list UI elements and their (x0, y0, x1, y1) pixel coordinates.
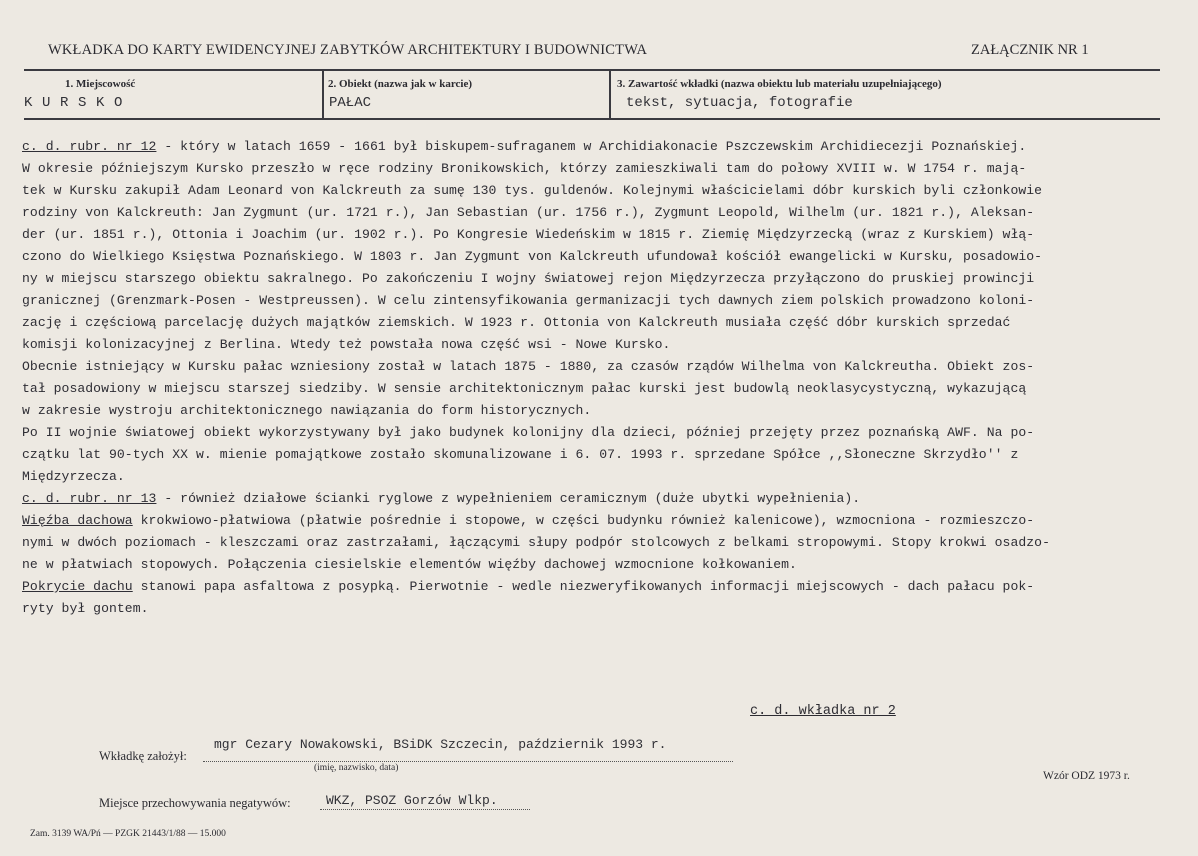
header-bottom-rule (24, 118, 1160, 120)
column-separator (609, 70, 611, 118)
signature-label: Wkładkę założył: (99, 749, 187, 763)
negatives-label: Miejsce przechowywania negatywów: (99, 796, 291, 810)
body-line (22, 136, 1172, 158)
line-text: stanowi papa asfaltowa z posypką. Pierwotnie - wedle niezweryfikowanych informacji miejscowych - dach pałacu pok- (132, 579, 1035, 594)
negatives-value: WKZ, PSOZ Gorzów Wlkp. (326, 793, 498, 808)
body-line (22, 576, 1172, 598)
body-line (22, 158, 1172, 180)
line-text: komisji kolonizacyjnej z Berlina. Wtedy też powstała nowa część wsi - Nowe Kursko. (22, 337, 671, 352)
line-text: czono do Wielkiego Księstwa Poznańskiego. W 1803 r. Jan Zygmunt von Kalckreuth ufundował kościół ewangelicki w Kursku, posadowio- (22, 249, 1043, 264)
line-text: der (ur. 1851 r.), Ottonia i Joachim (ur. 1902 r.). Po Kongresie Wiedeńskim w 1815 r. Ziemię Międzyrzecką (wraz z Kurskiem) włą- (22, 227, 1035, 242)
column-label-locality: 1. Miejscowość (65, 78, 136, 90)
body-line (22, 532, 1172, 554)
section-reference: c. d. rubr. nr 12 (22, 139, 157, 154)
body-line (22, 422, 1172, 444)
form-model: Wzór ODZ 1973 r. (1043, 770, 1130, 782)
section-reference: c. d. rubr. nr 13 (22, 491, 157, 506)
print-footer: Zam. 3139 WA/Pń — PZGK 21443/1/88 — 15.000 (30, 829, 226, 839)
body-line (22, 466, 1172, 488)
continuation-note: c. d. wkładka nr 2 (750, 704, 896, 719)
line-text: w zakresie wystroju architektonicznego nawiązania do form historycznych. (22, 403, 592, 418)
body-line (22, 554, 1172, 576)
body-line (22, 444, 1172, 466)
body-line (22, 510, 1172, 532)
body-line (22, 334, 1172, 356)
body-line (22, 290, 1172, 312)
body-line (22, 224, 1172, 246)
negatives-line (320, 809, 530, 810)
section-reference: Pokrycie dachu (22, 579, 133, 594)
body-line (22, 400, 1172, 422)
section-reference: Więźba dachowa (22, 513, 133, 528)
line-text: granicznej (Grenzmark-Posen - Westpreussen). W celu zintensyfikowania germanizacji tych dawnych ziem polskich prowadzono koloni- (22, 293, 1035, 308)
line-text: tał posadowiony w miejscu starszej siedziby. W sensie architektonicznym pałac kurski jest budowlą neoklasycystyczną, wykazującą (22, 381, 1027, 396)
form-title: WKŁADKA DO KARTY EWIDENCYJNEJ ZABYTKÓW ARCHITEKTURY I BUDOWNICTWA (48, 42, 648, 58)
line-text: Międzyrzecza. (22, 469, 125, 484)
column-label-contents: 3. Zawartość wkładki (nazwa obiektu lub materiału uzupełniającego) (617, 78, 942, 90)
column-separator (322, 70, 324, 118)
body-line (22, 488, 1172, 510)
body-line (22, 312, 1172, 334)
line-text: ryty był gontem. (22, 601, 149, 616)
column-value-locality: K U R S K O (24, 95, 124, 111)
body-line (22, 378, 1172, 400)
line-text: W okresie późniejszym Kursko przeszło w ręce rodziny Bronikowskich, którzy zamieszkiwali tam do połowy XVIII w. W 1754 r. mają- (22, 161, 1027, 176)
line-text: ny w miejscu starszego obiektu sakralnego. Po zakończeniu I wojny światowej rejon Międzyrzecza przyłączono do pruskiej prowincji (22, 271, 1035, 286)
line-text: nymi w dwóch poziomach - kleszczami oraz zastrzałami, łączącymi słupy podpór stolcowych z belkami stropowymi. Stopy krokwi osadzo- (22, 535, 1050, 550)
body-line (22, 598, 1172, 620)
line-text: ne w płatwiach stopowych. Połączenia ciesielskie elementów więźby dachowej wzmocnione kołkowaniem. (22, 557, 797, 572)
body-line (22, 202, 1172, 224)
column-label-object: 2. Obiekt (nazwa jak w karcie) (328, 78, 473, 90)
line-text: Po II wojnie światowej obiekt wykorzystywany był jako budynek kolonijny dla dzieci, później przejęty przez poznańską AWF. Na po- (22, 425, 1035, 440)
body-line (22, 180, 1172, 202)
column-value-contents: tekst, sytuacja, fotografie (626, 95, 853, 111)
line-text: zację i częściową parcelację dużych majątków ziemskich. W 1923 r. Ottonia von Kalckreuth musiała część dóbr kurskich sprzedać (22, 315, 1011, 330)
signature-caption: (imię, nazwisko, data) (314, 763, 399, 773)
signature-line (203, 761, 733, 762)
body-line (22, 268, 1172, 290)
line-text: Obecnie istniejący w Kursku pałac wzniesiony został w latach 1875 - 1880, za czasów rządów Wilhelma von Kalckreutha. Obiekt zos- (22, 359, 1035, 374)
line-text: tek w Kursku zakupił Adam Leonard von Kalckreuth za sumę 130 tys. guldenów. Kolejnymi właścicielami dóbr kurskich byli członkowie (22, 183, 1043, 198)
body-line (22, 246, 1172, 268)
column-value-object: PAŁAC (329, 95, 372, 111)
line-text: czątku lat 90-tych XX w. mienie pomajątkowe zostało skomunalizowane i 6. 07. 1993 r. sprzedane Spółce ,,Słoneczne Skrzydło'' z (22, 447, 1019, 462)
body-text (22, 136, 1172, 620)
attachment-number: ZAŁĄCZNIK NR 1 (971, 42, 1089, 58)
line-text: krokwiowo-płatwiowa (płatwie pośrednie i stopowe, w części budynku również kalenicowe), wzmocniona - rozmieszczo- (132, 513, 1035, 528)
line-text: rodziny von Kalckreuth: Jan Zygmunt (ur. 1721 r.), Jan Sebastian (ur. 1756 r.), Zygmunt Leopold, Wilhelm (ur. 1821 r.), Aleksan- (22, 205, 1035, 220)
body-line (22, 356, 1172, 378)
signature-value: mgr Cezary Nowakowski, BSiDK Szczecin, październik 1993 r. (214, 737, 667, 752)
line-text: - również działowe ścianki ryglowe z wypełnieniem ceramicznym (duże ubytki wypełnienia). (156, 491, 861, 506)
top-rule (24, 69, 1160, 71)
line-text: - który w latach 1659 - 1661 był biskupem-sufraganem w Archidiakonacie Pszczewskim Archidiecezji Poznańskiej. (156, 139, 1027, 154)
